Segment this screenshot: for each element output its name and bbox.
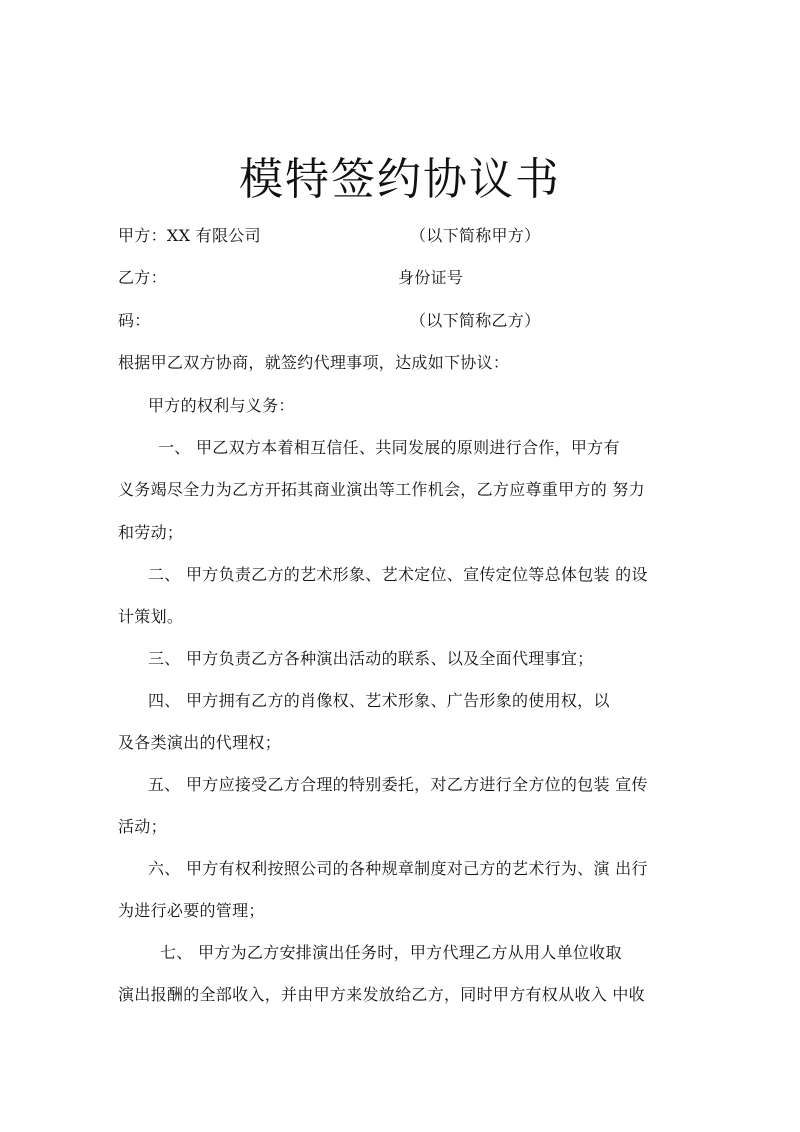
- party-b-id-continuation: 码：: [118, 311, 151, 330]
- clause-7-line-1: 七、 甲方为乙方安排演出任务时，甲方代理乙方从用人单位收取: [160, 943, 622, 962]
- clause-1-line-3: 和劳动；: [118, 523, 184, 542]
- clause-2-line-1: 二、 甲方负责乙方的艺术形象、艺术定位、宣传定位等总体包装 的设: [148, 565, 648, 584]
- clause-3-line-1: 三、 甲方负责乙方各种演出活动的联系、以及全面代理事宜；: [148, 649, 594, 668]
- clause-5-line-1: 五、 甲方应接受乙方合理的特别委托，对乙方进行全方位的包装 宣传: [148, 775, 648, 794]
- party-b-label: 乙方：: [118, 268, 167, 287]
- document-title: 模特签约协议书: [239, 154, 561, 205]
- party-b-abbreviation: （以下简称乙方）: [410, 311, 541, 330]
- clause-4-line-1: 四、 甲方拥有乙方的肖像权、艺术形象、广告形象的使用权，以: [148, 691, 610, 710]
- clause-1-line-1: 一、 甲乙双方本着相互信任、共同发展的原则进行合作，甲方有: [158, 438, 620, 457]
- intro-paragraph: 根据甲乙双方协商，就签约代理事项，达成如下协议：: [118, 353, 510, 372]
- clause-7-line-2: 演出报酬的全部收入，并由甲方来发放给乙方，同时甲方有权从收入 中收: [118, 985, 645, 1004]
- party-b-id-label: 身份证号: [398, 268, 464, 287]
- clause-6-line-2: 为进行必要的管理；: [118, 901, 265, 920]
- clause-5-line-2: 活动；: [118, 817, 167, 836]
- clause-2-line-2: 计策划。: [118, 607, 184, 626]
- party-a-abbreviation: （以下简称甲方）: [410, 226, 541, 245]
- clause-1-line-2: 义务竭尽全力为乙方开拓其商业演出等工作机会，乙方应尊重甲方的 努力: [118, 480, 645, 499]
- section-heading: 甲方的权利与义务：: [148, 396, 295, 415]
- party-a-label: 甲方：XX 有限公司: [118, 226, 261, 245]
- clause-4-line-2: 及各类演出的代理权；: [118, 733, 282, 752]
- clause-6-line-1: 六、 甲方有权利按照公司的各种规章制度对己方的艺术行为、演 出行: [148, 859, 648, 878]
